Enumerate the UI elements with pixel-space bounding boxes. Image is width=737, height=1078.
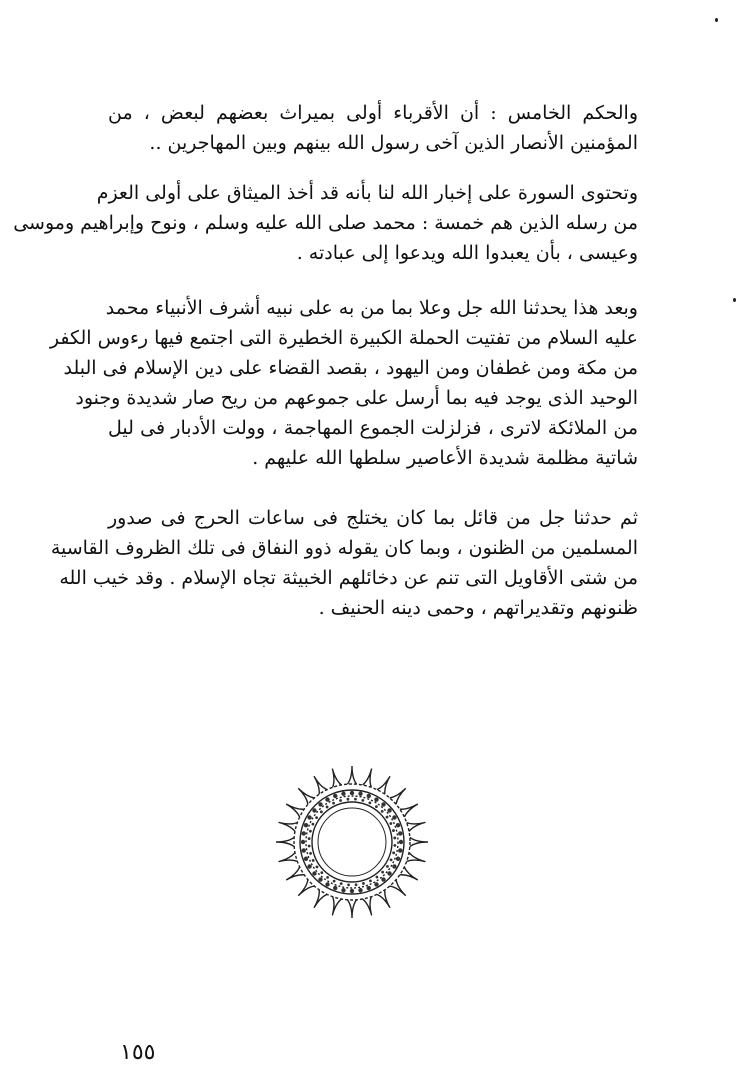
- circular-floral-ornament-icon: [272, 762, 432, 922]
- text-line: من رسله الذين هم خمسة : محمد صلى الله عليه وسلم ، ونوح وإبراهيم وموسى: [13, 212, 638, 234]
- text-line: والحكم الخامس : أن الأقرباء أولى بميراث بعضهم لبعض ، من: [108, 102, 638, 124]
- text-line: الوحيد الذى يوجد فيه بما أرسل على جموعهم من ريح صار شديدة وجنود: [75, 387, 638, 409]
- text-line: وتحتوى السورة على إخبار الله لنا بأنه قد أخذ الميثاق على أولى العزم: [96, 182, 638, 204]
- text-line: وعيسى ، بأن يعبدوا الله ويدعوا إلى عبادته .: [296, 242, 638, 264]
- text-line: ظنونهم وتقديراتهم ، وحمى دينه الحنيف .: [318, 597, 638, 619]
- paragraph-3: [49, 293, 638, 473]
- page-number: ١٥٥: [120, 1040, 156, 1065]
- text-line: من الملائكة لاترى ، فزلزلت الجموع المهاجمة ، وولت الأدبار فى ليل: [108, 417, 638, 439]
- paragraph-2: [13, 178, 638, 268]
- text-line: ثم حدثنا جل من قائل بما كان يختلج فى ساعات الحرج فى صدور: [108, 507, 638, 529]
- text-line: شاتية مظلمة شديدة الأعاصير سلطها الله عليهم .: [252, 447, 638, 469]
- paragraph-4: [50, 503, 638, 623]
- text-line: وبعد هذا يحدثنا الله جل وعلا بما من به على نبيه أشرف الأنبياء محمد: [105, 297, 638, 319]
- scan-speck: [733, 298, 736, 302]
- scan-speck: [715, 18, 718, 22]
- paragraph-1: [108, 98, 638, 158]
- text-line: من مكة ومن غطفان ومن اليهود ، بقصد القضاء على دين الإسلام فى البلد: [63, 357, 638, 379]
- text-line: عليه السلام من تفتيت الحملة الكبيرة الخطيرة التى اجتمع فيها رءوس الكفر: [49, 327, 638, 349]
- text-line: من شتى الأقاويل التى تنم عن دخائلهم الخبيثة تجاه الإسلام . وقد خيب الله: [59, 567, 638, 589]
- text-line: المسلمين من الظنون ، وبما كان يقوله ذوو النفاق فى تلك الظروف القاسية: [50, 537, 638, 559]
- text-line: المؤمنين الأنصار الذين آخى رسول الله بينهم وبين المهاجرين ..: [149, 132, 638, 154]
